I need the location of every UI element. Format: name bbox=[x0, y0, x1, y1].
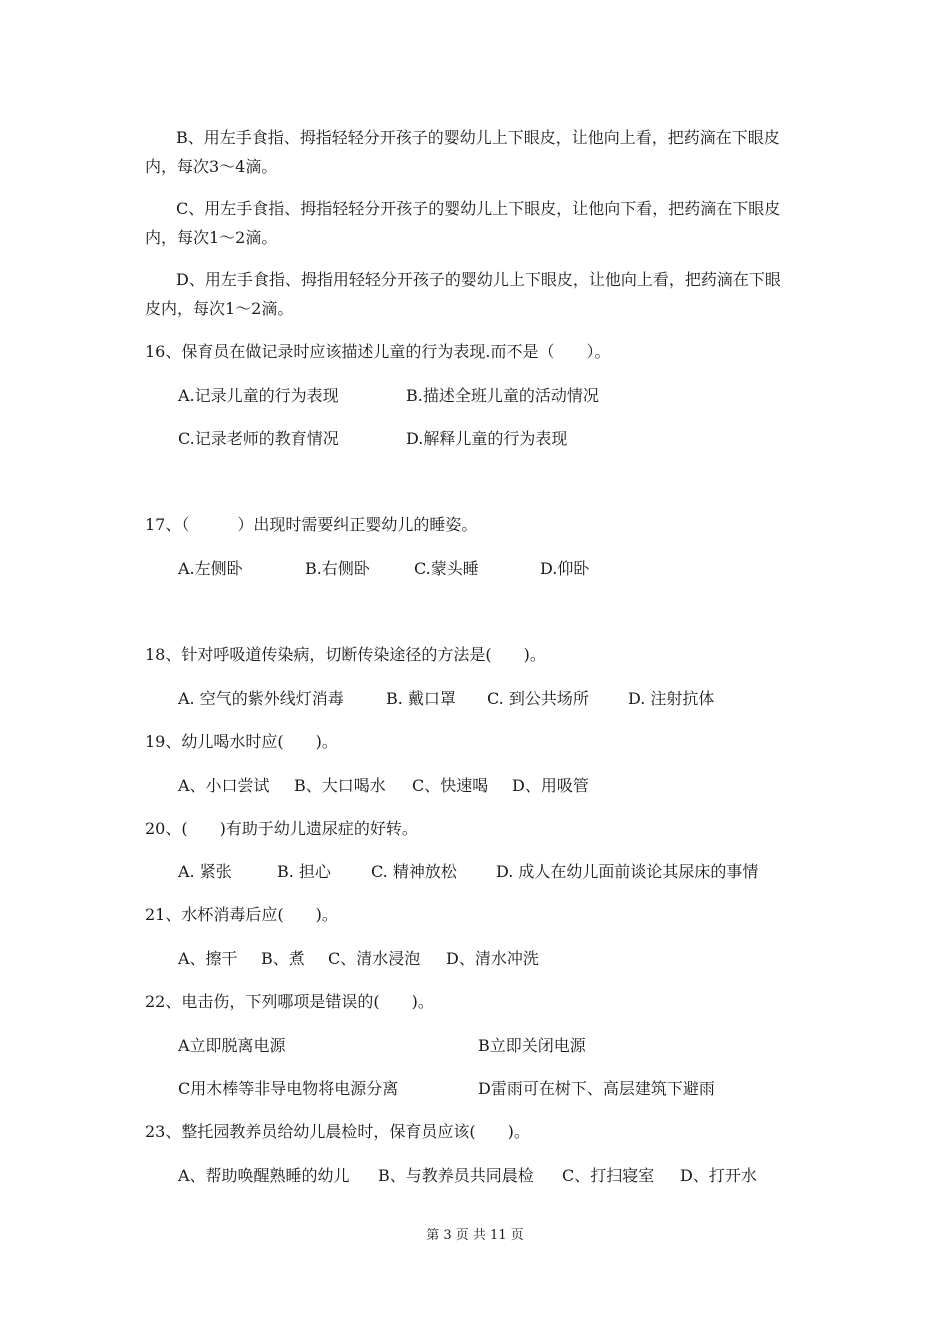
q15-option-c-line1: C、用左手食指、拇指轻轻分开孩子的婴幼儿上下眼皮，让他向下看，把药滴在下眼皮 bbox=[176, 199, 781, 218]
q16-option-b: B.描述全班儿童的活动情况 bbox=[406, 386, 599, 405]
q23-option-b: B、与教养员共同晨检 bbox=[378, 1166, 534, 1185]
page-footer: 第 3 页 共 11 页 bbox=[426, 1228, 524, 1243]
q18-option-b: B. 戴口罩 bbox=[386, 689, 456, 708]
q18-option-a: A. 空气的紫外线灯消毒 bbox=[178, 689, 344, 708]
q16-stem: 16、保育员在做记录时应该描述儿童的行为表现.而不是（ ）。 bbox=[145, 342, 611, 361]
q17-option-b: B.右侧卧 bbox=[305, 559, 370, 578]
q22-stem: 22、电击伤，下列哪项是错误的( )。 bbox=[145, 992, 434, 1011]
q15-option-d-line2: 皮内，每次1～2滴。 bbox=[145, 299, 294, 318]
q21-option-c: C、清水浸泡 bbox=[328, 949, 421, 968]
q19-option-d: D、用吸管 bbox=[512, 776, 589, 795]
q18-option-d: D. 注射抗体 bbox=[628, 689, 715, 708]
q23-option-a: A、帮助唤醒熟睡的幼儿 bbox=[178, 1166, 350, 1185]
q21-option-b: B、煮 bbox=[261, 949, 305, 968]
q15-option-b-line1: B、用左手食指、拇指轻轻分开孩子的婴幼儿上下眼皮，让他向上看，把药滴在下眼皮 bbox=[176, 128, 780, 147]
q16-option-d: D.解释儿童的行为表现 bbox=[406, 429, 568, 448]
q21-stem: 21、水杯消毒后应( )。 bbox=[145, 905, 338, 924]
q16-option-c: C.记录老师的教育情况 bbox=[178, 429, 339, 448]
q17-option-a: A.左侧卧 bbox=[178, 559, 243, 578]
q20-option-d: D. 成人在幼儿面前谈论其尿床的事情 bbox=[496, 862, 759, 881]
q23-stem: 23、整托园教养员给幼儿晨检时，保育员应该( )。 bbox=[145, 1122, 530, 1141]
q15-option-d-line1: D、用左手食指、拇指用轻轻分开孩子的婴幼儿上下眼皮，让他向上看，把药滴在下眼 bbox=[176, 270, 781, 289]
q21-option-d: D、清水冲洗 bbox=[446, 949, 539, 968]
q22-option-d: D雷雨可在树下、高层建筑下避雨 bbox=[478, 1079, 715, 1098]
q19-stem: 19、幼儿喝水时应( )。 bbox=[145, 732, 338, 751]
q20-stem: 20、( )有助于幼儿遗尿症的好转。 bbox=[145, 819, 418, 838]
q17-stem: 17、（ ）出现时需要纠正婴幼儿的睡姿。 bbox=[145, 515, 478, 534]
q17-option-d: D.仰卧 bbox=[540, 559, 590, 578]
q18-option-c: C. 到公共场所 bbox=[487, 689, 589, 708]
q15-option-c-line2: 内，每次1～2滴。 bbox=[145, 228, 278, 247]
q21-option-a: A、擦干 bbox=[178, 949, 238, 968]
q15-option-b-line2: 内，每次3～4滴。 bbox=[145, 157, 278, 176]
q19-option-b: B、大口喝水 bbox=[294, 776, 386, 795]
q18-stem: 18、针对呼吸道传染病，切断传染途径的方法是( )。 bbox=[145, 645, 546, 664]
q20-option-c: C. 精神放松 bbox=[371, 862, 457, 881]
q22-option-a: A立即脱离电源 bbox=[178, 1036, 286, 1055]
q20-option-b: B. 担心 bbox=[277, 862, 331, 881]
q22-option-c: C用木棒等非导电物将电源分离 bbox=[178, 1079, 399, 1098]
q23-option-c: C、打扫寝室 bbox=[562, 1166, 655, 1185]
q19-option-c: C、快速喝 bbox=[412, 776, 489, 795]
q17-option-c: C.蒙头睡 bbox=[414, 559, 479, 578]
q23-option-d: D、打开水 bbox=[680, 1166, 757, 1185]
q20-option-a: A. 紧张 bbox=[178, 862, 232, 881]
q16-option-a: A.记录儿童的行为表现 bbox=[178, 386, 339, 405]
q22-option-b: B立即关闭电源 bbox=[478, 1036, 586, 1055]
q19-option-a: A、小口尝试 bbox=[178, 776, 270, 795]
